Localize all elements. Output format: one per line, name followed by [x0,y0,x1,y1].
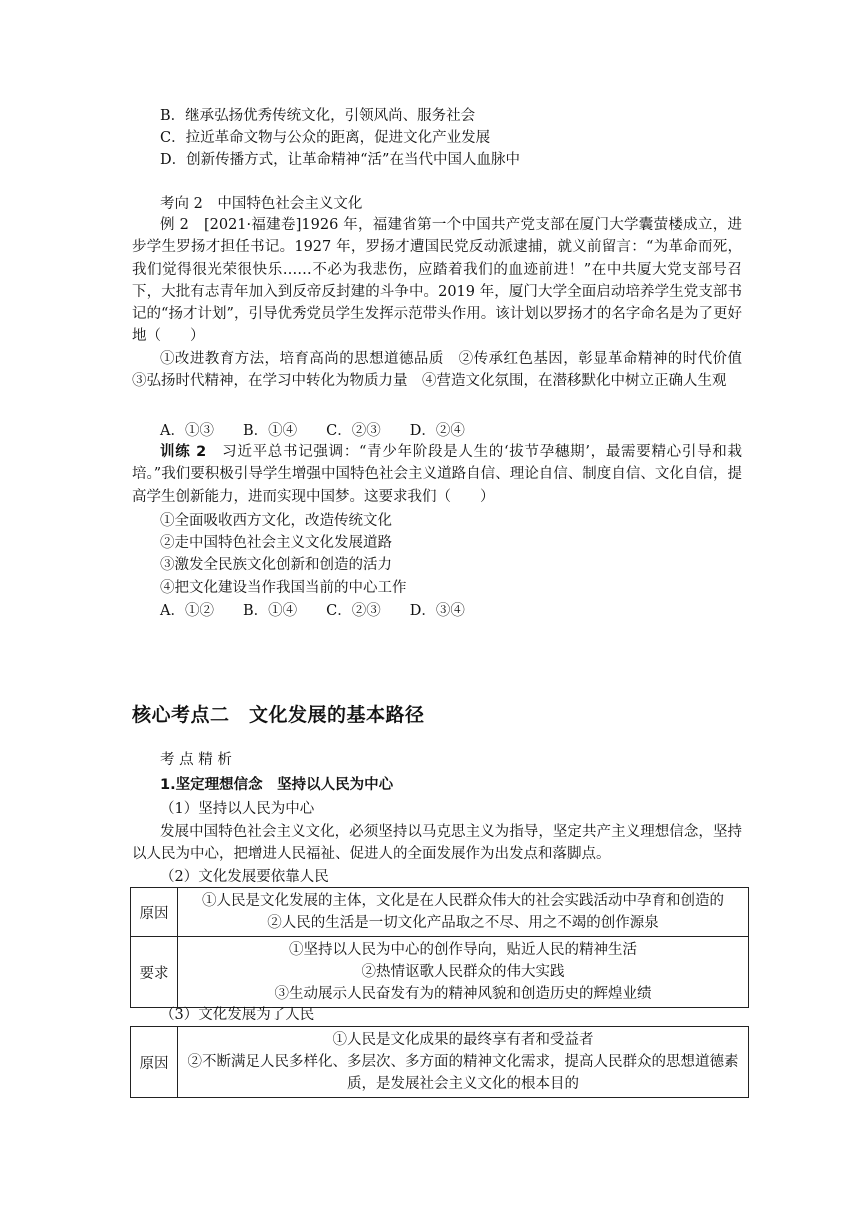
training-2-choices: A．①② B．①④ C．②③ D．③④ [160,603,465,619]
table-cell-label: 原因 [131,1027,178,1098]
analysis-label: 考 点 精 析 [160,752,232,768]
table-row [131,937,749,1008]
sub-1-text: 发展中国特色社会主义文化，必须坚持以马克思主义为指导，坚定共产主义理想信念，坚持以人民为中心，把增进人民福祉、促进人的全面发展作为出发点和落脚点。 [132,824,742,863]
example-2-statements: ①改进教育方法，培育高尚的思想道德品质 ②传承红色基因，彰显革命精神的时代价值 ③弘扬时代精神，在学习中转化为物质力量 ④营造文化氛围，在潜移默化中树立正确人生观 [132,351,757,390]
table-cell-label: 要求 [131,937,178,1008]
training-statement-1: ①全面吸收西方文化，改造传统文化 [160,513,392,529]
table-line: ①人民是文化发展的主体，文化是在人民群众伟大的社会实践活动中孕育和创造的 [202,893,724,909]
table-row [131,1027,749,1098]
table-line: ②热情讴歌人民群众的伟大实践 [361,964,565,980]
table-line: ③生动展示人民奋发有为的精神风貌和创造历史的辉煌业绩 [274,986,652,1002]
option-b: B．继承弘扬优秀传统文化，引领风尚、服务社会 [160,108,476,124]
option-d: D．创新传播方式，让革命精神“活”在当代中国人血脉中 [160,152,520,168]
table-people-rely [130,887,749,1008]
training-2-label: 训练 2 [160,444,207,460]
table-cell-content [178,888,749,937]
example-2-choices: A．①③ B．①④ C．②③ D．②④ [160,423,465,439]
table-line: ②人民的生活是一切文化产品取之不尽、用之不竭的创作源泉 [267,915,659,931]
table-row [131,888,749,937]
point-1-title: 1.坚定理想信念 坚持以人民为中心 [160,777,394,793]
option-c: C．拉近革命文物与公众的距离，促进文化产业发展 [160,130,491,146]
sub-2-title: （2）文化发展要依靠人民 [160,869,329,885]
kaoxiang-2-title: 考向 2 中国特色社会主义文化 [160,196,363,212]
table-cell-label: 原因 [131,888,178,937]
example-2 [132,214,742,348]
table-cell-content [178,937,749,1008]
training-statement-2: ②走中国特色社会主义文化发展道路 [160,535,392,551]
table-line: ①坚持以人民为中心的创作导向，贴近人民的精神生活 [289,942,637,958]
training-statement-4: ④把文化建设当作我国当前的中心工作 [160,580,407,596]
sub-3-title: （3）文化发展为了人民 [160,1007,315,1023]
training-statement-3: ③激发全民族文化创新和创造的活力 [160,557,392,573]
section-2-title: 核心考点二 文化发展的基本路径 [132,704,425,726]
example-2-text: 1926 年，福建省第一个中国共产党支部在厦门大学囊萤楼成立，进步学生罗扬才担任书记。1927 年，罗扬才遭国民党反动派逮捕，就义前留言：“为革命而死，我们觉得很光荣很快乐……不必为我悲伤，应踏着我们的血迹前进！”在中共厦大党支部号召下，大批有志青年加入到反帝反封建的斗争中。2019 年，厦门大学全面启动培养学生党支部书记的“扬才计划”，引导优秀党员学生发挥示范带头作用。该计划以罗扬才的名字命名是为了更好地（ ） [132,217,742,345]
table-people-serve [130,1026,749,1098]
training-2 [132,441,742,508]
table-line: ①人民是文化成果的最终享有者和受益者 [332,1032,594,1048]
table-line: ②不断满足人民多样化、多层次、多方面的精神文化需求，提高人民群众的思想道德素质，是发展社会主义文化的根本目的 [187,1054,739,1092]
sub-1-title: （1）坚持以人民为中心 [160,801,315,817]
table-cell-content [178,1027,749,1098]
training-2-text: 习近平总书记强调：“青少年阶段是人生的‘拔节孕穗期’，最需要精心引导和栽培。”我们要积极引导学生增强中国特色社会主义道路自信、理论自信、制度自信、文化自信，提高学生创新能力，进而实现中国梦。这要求我们（ ） [132,444,742,505]
example-2-label: 例 2 [2021·福建卷] [160,217,302,233]
